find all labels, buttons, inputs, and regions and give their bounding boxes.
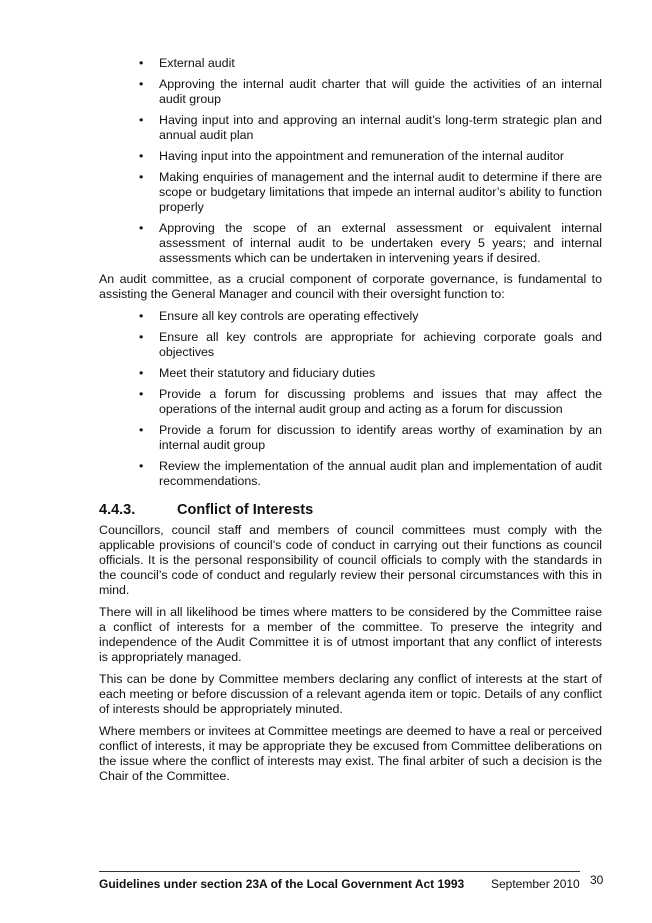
list-item-text: Having input into and approving an internal audit’s long-term strategic plan and annual audit plan — [159, 113, 602, 142]
bullet-icon: • — [139, 77, 144, 91]
paragraph: Where members or invitees at Committee meetings are deemed to have a real or perceived conflict of interests, it may be appropriate they be excused from Committee deliberations on the issue where the conflict of interests may exist. The final arbiter of such a decision is the Chair of the Committee. — [99, 724, 602, 783]
list-item — [99, 459, 602, 489]
bullet-icon: • — [139, 149, 144, 163]
paragraph: This can be done by Committee members declaring any conflict of interests at the start of each meeting or before discussion of a relevant agenda item or topic. Details of any conflict of interests should be appropriately minuted. — [99, 672, 602, 716]
list-item-text: Provide a forum for discussing problems and issues that may affect the operations of the internal audit group and acting as a forum for discussion — [159, 387, 602, 416]
section-number: 4.4.3. — [99, 502, 136, 518]
list-item-text: Having input into the appointment and remuneration of the internal auditor — [159, 149, 565, 163]
list-item-text: Ensure all key controls are operating effectively — [159, 309, 419, 323]
list-item — [99, 77, 602, 107]
list-item — [99, 113, 602, 143]
list-item — [99, 170, 602, 215]
intro-paragraph: An audit committee, as a crucial component of corporate governance, is fundamental to assisting the General Manager and council with their oversight function to: — [99, 272, 602, 301]
list-item — [99, 366, 602, 381]
footer-date: September 2010 — [491, 877, 580, 891]
page-content — [99, 56, 602, 791]
paragraph: There will in all likelihood be times where matters to be considered by the Committee raise a conflict of interests for a member of the committee. To preserve the integrity and independence of the Audit Committee it is of utmost important that any conflict of interests is appropriately managed. — [99, 605, 602, 664]
list-item-text: Ensure all key controls are appropriate for achieving corporate goals and objectives — [159, 330, 602, 359]
list-item-text: External audit — [159, 56, 235, 70]
bullet-icon: • — [139, 423, 144, 437]
list-item-text: Provide a forum for discussion to identify areas worthy of examination by an internal audit group — [159, 423, 602, 452]
section-heading — [99, 501, 602, 519]
bullet-icon: • — [139, 330, 144, 344]
page-number: 30 — [590, 873, 604, 887]
bullet-icon: • — [139, 170, 144, 184]
list-item — [99, 387, 602, 417]
list-item — [99, 423, 602, 453]
bullet-list-committee-functions — [99, 56, 602, 266]
footer-divider — [99, 871, 580, 872]
bullet-icon: • — [139, 221, 144, 235]
paragraph: Councillors, council staff and members of council committees must comply with the applicable provisions of council’s code of conduct in carrying out their functions as council officials. It is the personal responsibility of council officials to comply with the standards in the council’s code of conduct and regularly review their personal circumstances with this in mind. — [99, 523, 602, 597]
list-item — [99, 221, 602, 266]
bullet-icon: • — [139, 387, 144, 401]
list-item — [99, 149, 602, 164]
bullet-icon: • — [139, 113, 144, 127]
list-item — [99, 309, 602, 324]
footer-document-title: Guidelines under section 23A of the Local Government Act 1993 — [99, 877, 465, 891]
list-item-text: Approving the scope of an external assessment or equivalent internal assessment of internal audit to be undertaken every 5 years; and internal assessments which can be undertaken in intervening years if desired. — [159, 221, 602, 265]
list-item-text: Making enquiries of management and the internal audit to determine if there are scope or budgetary limitations that impede an internal auditor’s ability to function properly — [159, 170, 602, 214]
list-item-text: Meet their statutory and fiduciary duties — [159, 366, 376, 380]
list-item — [99, 330, 602, 360]
bullet-icon: • — [139, 366, 144, 380]
list-item-text: Review the implementation of the annual audit plan and implementation of audit recommendations. — [159, 459, 602, 488]
bullet-list-oversight — [99, 309, 602, 489]
bullet-icon: • — [139, 309, 144, 323]
bullet-icon: • — [139, 56, 144, 70]
section-title: Conflict of Interests — [177, 502, 314, 518]
list-item — [99, 56, 602, 71]
bullet-icon: • — [139, 459, 144, 473]
list-item-text: Approving the internal audit charter that will guide the activities of an internal audit group — [159, 77, 602, 106]
